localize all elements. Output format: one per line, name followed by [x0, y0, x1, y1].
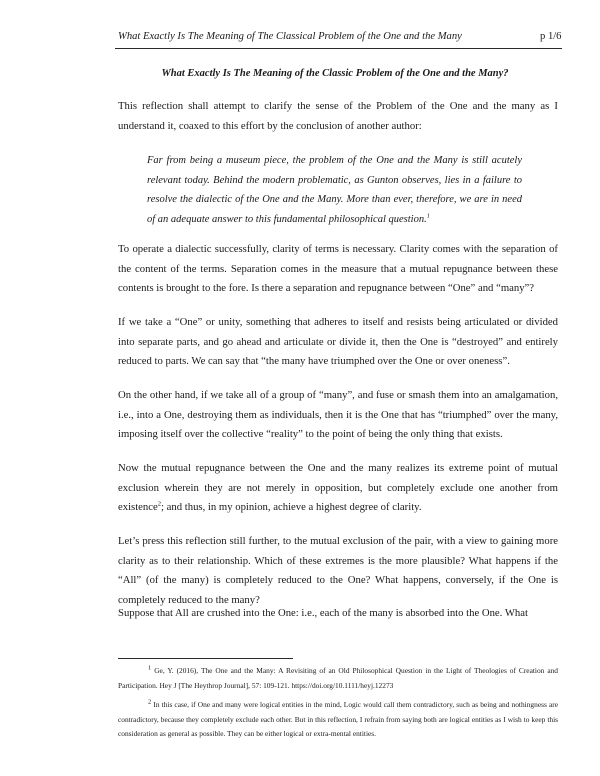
footnote-2-number: 2 [148, 698, 152, 706]
footnote-2-text: In this case, if One and many were logical entities in the mind, Logic would call them contradictory, such as being and nothingness are contradictory, because they completely exclude each other. But in this reflection, I refrain from saying both are logical entities as I wish to keep this consideration as general as possible. They can be either logical or extra-mental entities. [118, 700, 558, 739]
footnote-1-text: Ge, Y. (2016), The One and the Many: A Revisiting of an Old Philosophical Question in the Light of Theologies of Creation and Participation. Hey J [The Heythrop Journal], 57: 109-121. https://doi.org/10.1111/heyj.12273 [118, 666, 558, 690]
running-header-title: What Exactly Is The Meaning of The Classical Problem of the One and the Many [118, 31, 462, 42]
footnote-1 [118, 664, 558, 693]
p5-text-b: ; and thus, in my opinion, achieve a highest degree of clarity. [161, 501, 422, 514]
paragraph-mutual-repugnance [118, 459, 558, 518]
block-quote [147, 151, 522, 229]
paragraph-one-divided: If we take a “One” or unity, something that adheres to itself and resists being articulated or divided into separate parts, and go ahead and articulate or divide it, then the One is “destroyed” and entirely reduced to parts. We can say that “the many have triumphed over the One or over oneness”. [118, 316, 558, 368]
paragraph-suppose: Suppose that All are crushed into the One: i.e., each of the many is absorbed into the One. What [118, 607, 528, 619]
paragraph-clarity: To operate a dialectic successfully, clarity of terms is necessary. Clarity comes with the separation of the content of the terms. Separation comes in the measure that a mutual repugnance between these contents is brought to the fore. Is there a separation and repugnance between “One” and “many”? [118, 243, 558, 295]
header-divider [115, 48, 562, 49]
footnote-ref-1[interactable]: 1 [426, 212, 430, 220]
p5-text-a: Now the mutual repugnance between the One and the many realizes its extreme point of mutual exclusion wherein they are not merely in opposition, but completely exclude one another from existence [118, 462, 558, 514]
paragraph-intro: This reflection shall attempt to clarify the sense of the Problem of the One and the many as I understand it, coaxed to this effort by the conclusion of another author: [118, 100, 558, 132]
quote-text: Far from being a museum piece, the problem of the One and the Many is still acutely relevant today. Behind the modern problematic, as Gunton observes, lies in a failure to resolve the dialectic of the One and the Many. More than ever, therefore, we are in need of an adequate answer to this fundamental philosophical question. [147, 155, 522, 225]
paragraph-mutual-exclusion: Let’s press this reflection still further, to the mutual exclusion of the pair, with a view to gaining more clarity as to their relationship. Which of these extremes is the more plausible? What happens if the “All” (of the many) is completely reduced to the One? What happens, conversely, if the One is completely reduced to the many? [118, 535, 558, 606]
page-number: p 1/6 [540, 31, 562, 42]
document-title: What Exactly Is The Meaning of the Classic Problem of the One and the Many? [161, 68, 509, 79]
paragraph-many-fused: On the other hand, if we take all of a group of “many”, and fuse or smash them into an amalgamation, i.e., into a One, destroying them as individuals, then it is the One that has “triumphed” over the many, imposing itself over the collective “reality” to the point of being the only thing that exists. [118, 389, 558, 441]
footnote-divider [118, 658, 293, 659]
footnote-ref-2[interactable]: 2 [157, 500, 162, 508]
footnote-1-number: 1 [148, 664, 152, 672]
footnote-2 [118, 698, 558, 742]
